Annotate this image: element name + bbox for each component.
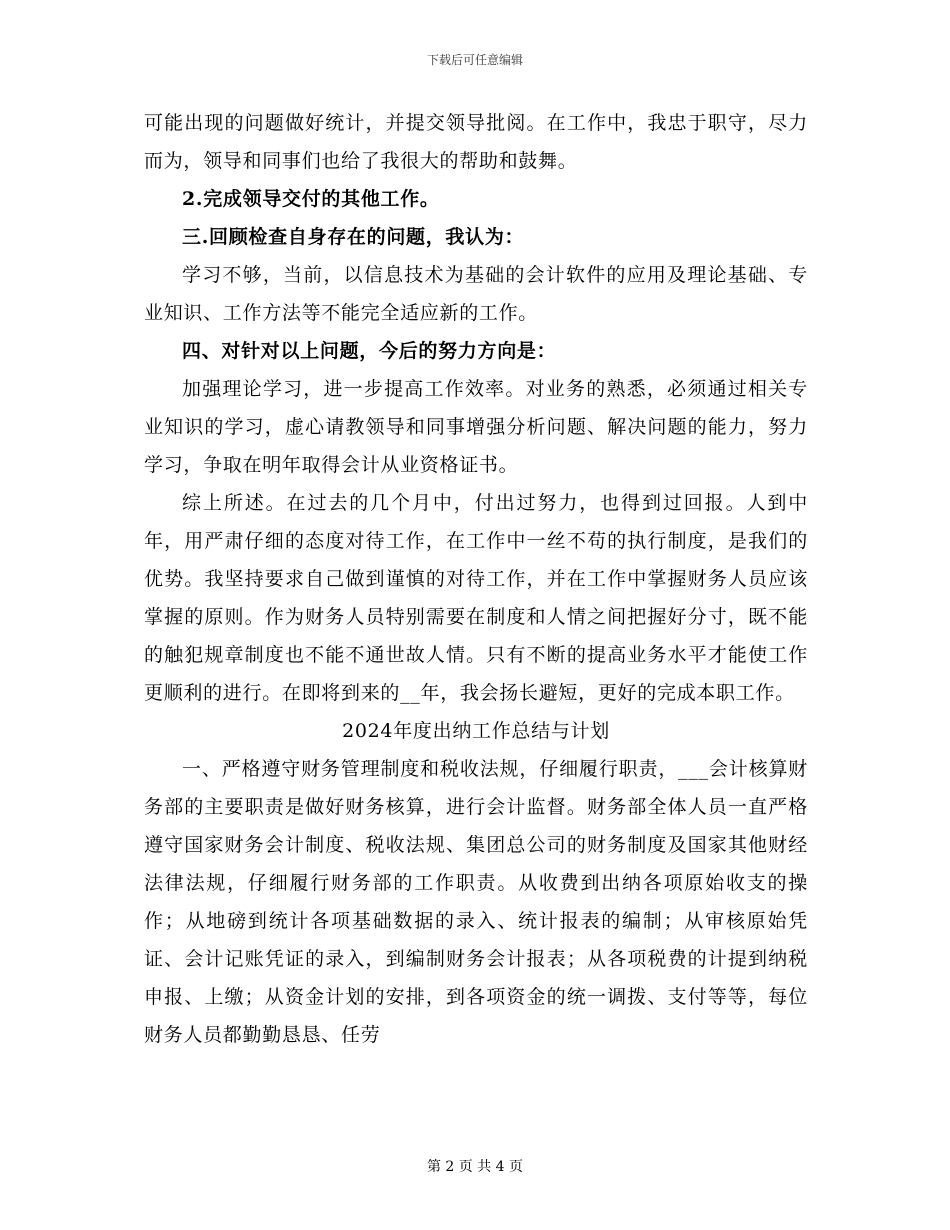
paragraph-direction: 加强理论学习，进一步提高工作效率。对业务的熟悉，必须通过相关专业知识的学习，虚心请教领导和同事增强分析问题、解决问题的能力，努力学习，争取在明年取得会计从业资格证书。 xyxy=(144,378,808,476)
section-3-heading: 三.回顾检查自身存在的问题，我认为： xyxy=(182,226,525,248)
paragraph-summary: 综上所述。在过去的几个月中，付出过努力，也得到过回报。人到中年，用严肃仔细的态度对待工作，在工作中一丝不苟的执行制度，是我们的优势。我坚持要求自己做到谨慎的对待工作，并在工作中掌握财务人员应该掌握的原则。作为财务人员特别需要在制度和人情之间把握好分寸，既不能的触犯规章制度也不能不通世故人情。只有不断的提高业务水平才能使工作更顺利的进行。在即将到来的__年，我会扬长避短，更好的完成本职工作。 xyxy=(144,492,808,704)
document-body xyxy=(144,104,808,1054)
section-4-heading: 四、对针对以上问题，今后的努力方向是： xyxy=(182,340,557,362)
item-2-heading: 2.完成领导交付的其他工作。 xyxy=(182,188,440,210)
document-title: 2024年度出纳工作总结与计划 xyxy=(342,720,610,742)
paragraph-problems: 学习不够，当前，以信息技术为基础的会计软件的应用及理论基础、专业知识、工作方法等不能完全适应新的工作。 xyxy=(144,264,808,324)
paragraph-section-1: 一、严格遵守财务管理制度和税收法规，仔细履行职责，___会计核算财务部的主要职责是做好财务核算，进行会计监督。财务部全体人员一直严格遵守国家财务会计制度、税收法规、集团总公司的财务制度及国家其他财经法律法规，仔细履行财务部的工作职责。从收费到出纳各项原始收支的操作；从地磅到统计各项基础数据的录入、统计报表的编制；从审核原始凭证、会计记账凭证的录入，到编制财务会计报表；从各项税费的计提到纳税申报、上缴；从资金计划的安排，到各项资金的统一调拨、支付等等，每位财务人员都勤勤恳恳、任劳 xyxy=(144,758,808,1046)
page-footer: 第 2 页 共 4 页 xyxy=(426,1159,524,1175)
page-header: 下载后可任意编辑 xyxy=(426,53,523,67)
paragraph-1: 可能出现的问题做好统计，并提交领导批阅。在工作中，我忠于职守，尽力而为，领导和同事们也给了我很大的帮助和鼓舞。 xyxy=(144,112,808,172)
